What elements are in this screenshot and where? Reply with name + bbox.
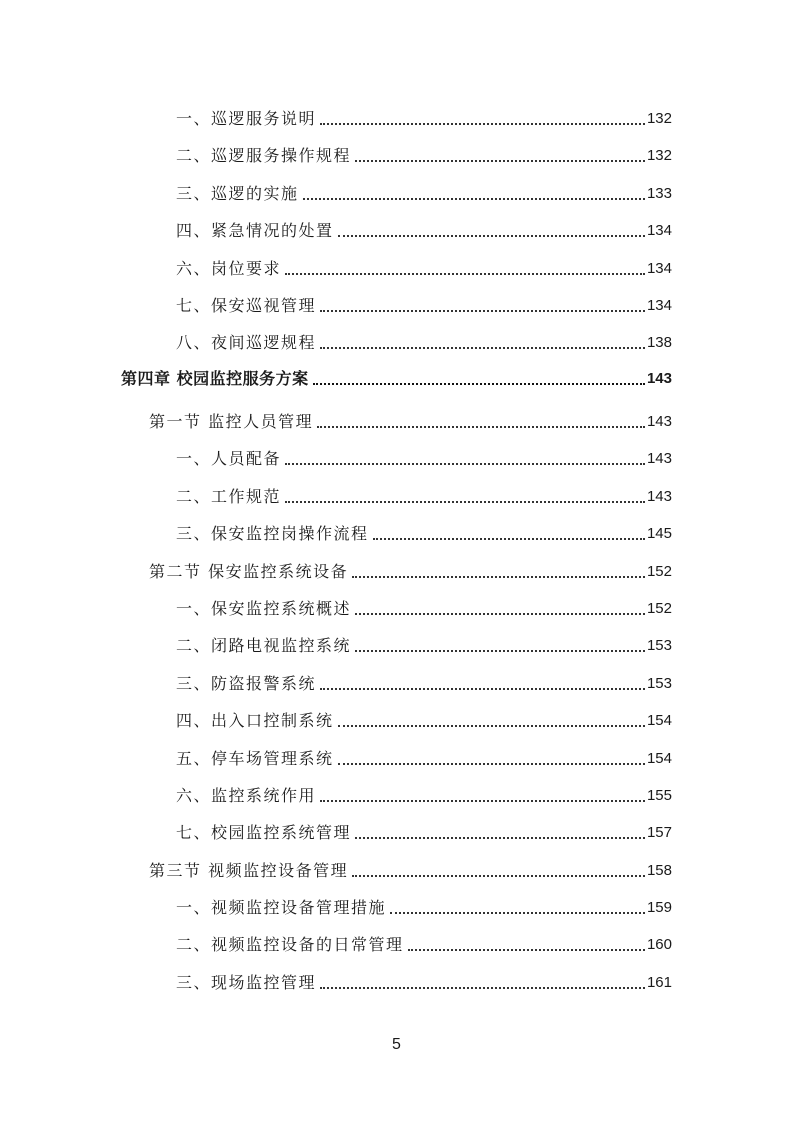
toc-entry <box>176 258 672 280</box>
toc-entry-label: 二、工作规范 <box>176 487 282 506</box>
toc-entry-label: 五、停车场管理系统 <box>176 749 334 768</box>
toc-section-entry <box>149 561 672 583</box>
toc-entry-page: 155 <box>646 787 672 804</box>
toc-entry-label: 二、巡逻服务操作规程 <box>176 146 352 165</box>
toc-entry-label: 七、保安巡视管理 <box>176 296 317 315</box>
toc-entry <box>176 145 672 167</box>
toc-entry-label: 二、闭路电视监控系统 <box>176 636 352 655</box>
dot-leader <box>313 383 645 385</box>
toc-section-entry <box>149 411 672 433</box>
toc-entry-page: 154 <box>646 712 672 729</box>
dot-leader <box>320 987 645 989</box>
toc-entry <box>176 972 672 994</box>
toc-entry-label: 八、夜间巡逻规程 <box>176 333 317 352</box>
toc-entry <box>176 710 672 732</box>
toc-entry-page: 145 <box>646 525 672 542</box>
toc-entry-page: 152 <box>646 563 672 580</box>
dot-leader <box>355 650 645 652</box>
toc-entry-page: 143 <box>646 413 672 430</box>
toc-entry <box>176 183 672 205</box>
toc-entry-label: 第一节 监控人员管理 <box>149 412 314 431</box>
toc-entry <box>176 897 672 919</box>
dot-leader <box>352 576 645 578</box>
dot-leader <box>303 198 645 200</box>
toc-entry <box>176 295 672 317</box>
toc-entry-label: 一、人员配备 <box>176 449 282 468</box>
toc-entry <box>176 785 672 807</box>
toc-entry-page: 143 <box>646 370 672 387</box>
toc-entry-label: 六、监控系统作用 <box>176 786 317 805</box>
dot-leader <box>320 310 645 312</box>
toc-entry-page: 143 <box>646 450 672 467</box>
dot-leader <box>320 347 645 349</box>
toc-entry-label: 三、保安监控岗操作流程 <box>176 524 369 543</box>
toc-entry-label: 一、巡逻服务说明 <box>176 109 317 128</box>
toc-entry-page: 159 <box>646 899 672 916</box>
toc-chapter-entry <box>121 368 672 390</box>
toc-entry-page: 161 <box>646 974 672 991</box>
toc-entry-page: 133 <box>646 185 672 202</box>
toc-entry-page: 160 <box>646 936 672 953</box>
toc-entry <box>176 448 672 470</box>
toc-entry-page: 134 <box>646 297 672 314</box>
toc-entry-page: 143 <box>646 488 672 505</box>
toc-entry-page: 153 <box>646 675 672 692</box>
toc-entry-label: 三、巡逻的实施 <box>176 184 299 203</box>
dot-leader <box>355 613 645 615</box>
dot-leader <box>285 273 645 275</box>
toc-entry-page: 158 <box>646 862 672 879</box>
toc-entry <box>176 934 672 956</box>
dot-leader <box>338 235 645 237</box>
toc-entry <box>176 108 672 130</box>
toc-entry-page: 157 <box>646 824 672 841</box>
toc-entry-label: 三、现场监控管理 <box>176 973 317 992</box>
dot-leader <box>317 426 645 428</box>
dot-leader <box>338 725 645 727</box>
toc-entry-label: 第三节 视频监控设备管理 <box>149 861 349 880</box>
dot-leader <box>320 123 645 125</box>
dot-leader <box>355 837 645 839</box>
toc-entry-page: 134 <box>646 222 672 239</box>
toc-entry-page: 132 <box>646 147 672 164</box>
dot-leader <box>338 763 645 765</box>
toc-entry-label: 七、校园监控系统管理 <box>176 823 352 842</box>
toc-entry-label: 二、视频监控设备的日常管理 <box>176 935 404 954</box>
toc-entry-page: 153 <box>646 637 672 654</box>
dot-leader <box>390 912 645 914</box>
toc-entry-label: 六、岗位要求 <box>176 259 282 278</box>
dot-leader <box>285 463 645 465</box>
toc-entry-label: 三、防盗报警系统 <box>176 674 317 693</box>
dot-leader <box>355 160 645 162</box>
page-number: 5 <box>392 1036 401 1053</box>
toc-entry-label: 一、视频监控设备管理措施 <box>176 898 387 917</box>
toc-entry <box>176 673 672 695</box>
dot-leader <box>408 949 645 951</box>
toc-entry-page: 152 <box>646 600 672 617</box>
toc-entry-label: 四、出入口控制系统 <box>176 711 334 730</box>
toc-entry-page: 134 <box>646 260 672 277</box>
toc-section-entry <box>149 860 672 882</box>
toc-entry <box>176 220 672 242</box>
toc-entry-page: 154 <box>646 750 672 767</box>
toc-entry-page: 138 <box>646 334 672 351</box>
toc-entry-label: 第二节 保安监控系统设备 <box>149 562 349 581</box>
dot-leader <box>320 688 645 690</box>
toc-entry <box>176 598 672 620</box>
dot-leader <box>373 538 645 540</box>
toc-entry <box>176 486 672 508</box>
dot-leader <box>352 875 645 877</box>
dot-leader <box>285 501 645 503</box>
toc-entry-page: 132 <box>646 110 672 127</box>
toc-entry <box>176 523 672 545</box>
toc-entry <box>176 822 672 844</box>
dot-leader <box>320 800 645 802</box>
toc-entry <box>176 332 672 354</box>
toc-entry-label: 一、保安监控系统概述 <box>176 599 352 618</box>
toc-entry-label: 第四章 校园监控服务方案 <box>121 369 309 388</box>
toc-entry-label: 四、紧急情况的处置 <box>176 221 334 240</box>
toc-entry <box>176 748 672 770</box>
toc-entry <box>176 635 672 657</box>
